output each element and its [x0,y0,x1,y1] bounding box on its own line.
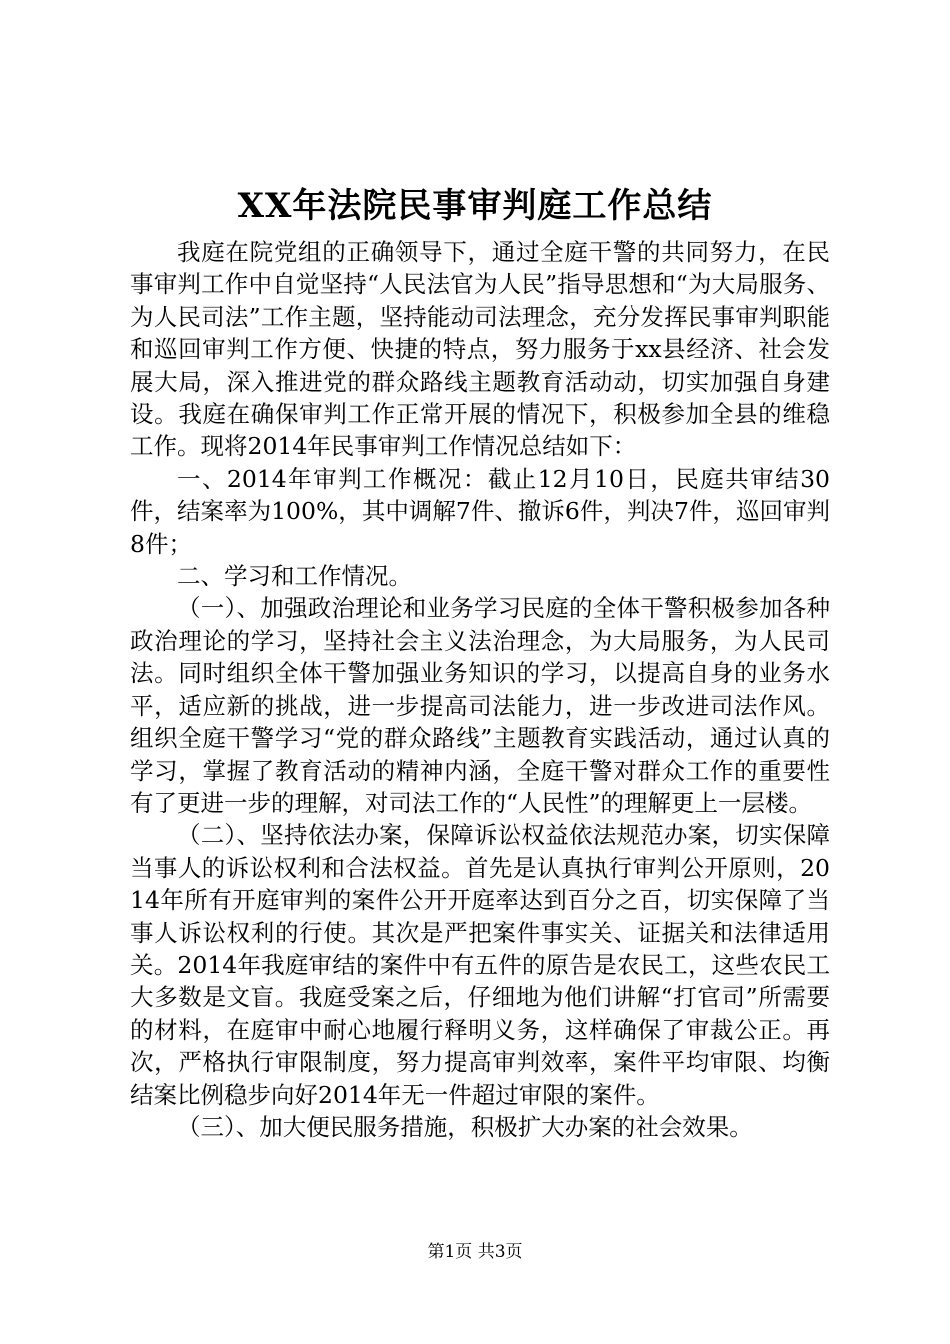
page-number-footer: 第1页 共3页 [427,1242,523,1262]
paragraph-section-3: （三）、加大便民服务措施，积极扩大办案的社会效果。 [177,1112,753,1141]
document-body [130,236,830,1143]
paragraph-section-1: （一）、加强政治理论和业务学习民庭的全体干警积极参加各种政治理论的学习，坚持社会主义法治理念，为大局服务，为人民司法。同时组织全体干警加强业务知识的学习，以提高自身的业务水平，适应新的挑战，进一步提高司法能力，进一步改进司法作风。组织全庭干警学习“党的群众路线”主题教育实践活动，通过认真的学习，掌握了教育活动的精神内涵，全庭干警对群众工作的重要性有了更进一步的理解，对司法工作的“人民性”的理解更上一层楼。 [130,594,830,817]
paragraph-section-2: （二）、坚持依法办案，保障诉讼权益依法规范办案，切实保障当事人的诉讼权利和合法权益。首先是认真执行审判公开原则，2014年所有开庭审判的案件公开开庭率达到百分之百，切实保障了当事人诉讼权利的行使。其次是严把案件事实关、证据关和法律适用关。2014年我庭审结的案件中有五件的原告是农民工，这些农民工大多数是文盲。我庭受案之后，仔细地为他们讲解“打官司”所需要的材料，在庭审中耐心地履行释明义务，这样确保了审裁公正。再次，严格执行审限制度，努力提高审判效率，案件平均审限、均衡结案比例稳步向好2014年无一件超过审限的案件。 [130,821,830,1109]
document-title: XX年法院民事审判庭工作总结 [237,186,713,226]
paragraph-heading-study-work: 二、学习和工作情况。 [177,562,412,591]
paragraph-overview: 一、2014年审判工作概况：截止12月10日，民庭共审结30件，结案率为100%，其中调解7件、撤诉6件，判决7件，巡回审判8件； [130,464,830,558]
paragraph-intro: 我庭在院党组的正确领导下，通过全庭干警的共同努力，在民事审判工作中自觉坚持“人民法官为人民”指导思想和“为大局服务、为人民司法”工作主题，坚持能动司法理念，充分发挥民事审判职能和巡回审判工作方便、快捷的特点，努力服务于xx县经济、社会发展大局，深入推进党的群众路线主题教育活动动，切实加强自身建设。我庭在确保审判工作正常开展的情况下，积极参加全县的维稳工作。现将2014年民事审判工作情况总结如下： [130,238,830,461]
